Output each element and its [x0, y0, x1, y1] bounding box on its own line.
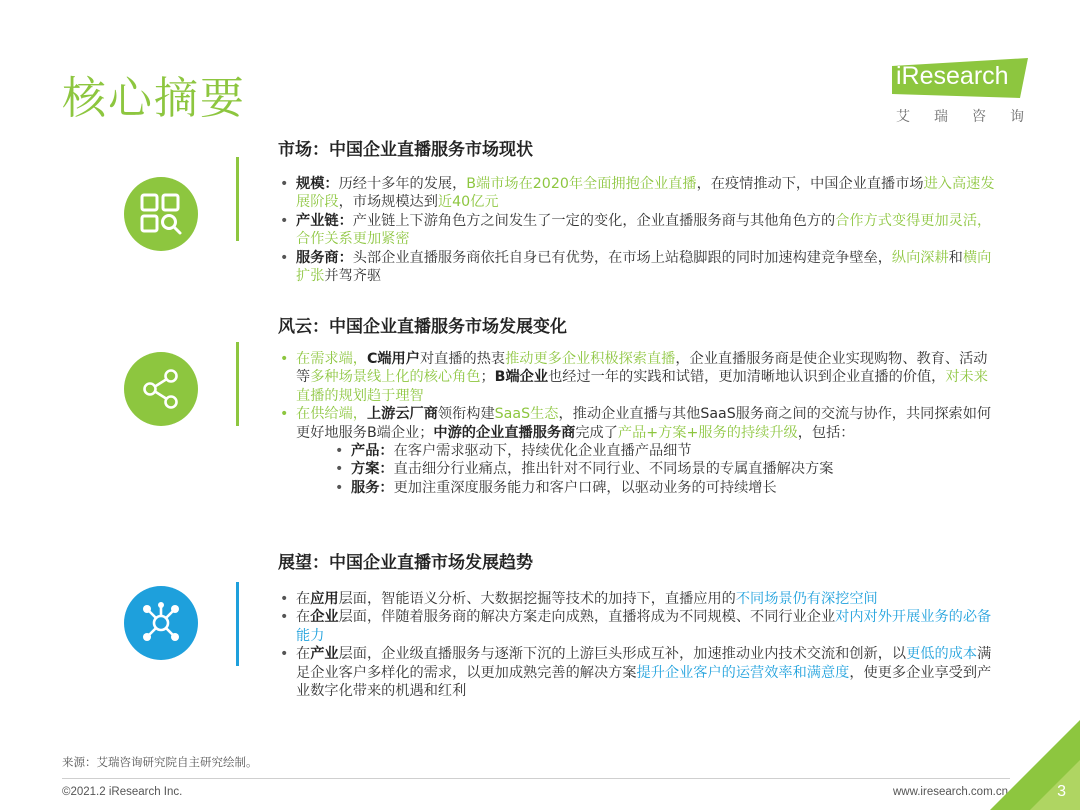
page-title: 核心摘要	[62, 73, 246, 124]
logo-cn-char: 瑞	[934, 109, 948, 125]
bullet-industry-level: • 在产业层面，企业级直播服务与逐渐下沉的上游巨头形成互补，加速推动业内技术交流和创新，以更低的成本满足企业客户多样化的需求，以更加成熟完善的解决方案提升企业客户的运营效率和满意度，使更多企业享受到产业数字化带来的机遇和红利	[278, 645, 998, 700]
copyright-text: ©2021.2 iResearch Inc.	[62, 786, 183, 798]
section-divider-bar	[236, 342, 239, 426]
bullet-supply-side: • 在供给端，上游云厂商领衔构建SaaS生态，推动企业直播与其他SaaS服务商之间的交流与协作，共同探索如何更好地服务B端企业；中游的企业直播服务商完成了产品+方案+服务的持续升级，包括：	[278, 405, 998, 442]
bullet-industry-chain: • 产业链：产业链上下游角色方之间发生了一定的变化，企业直播服务商与其他角色方的合作方式变得更加灵活，合作关系更加紧密	[278, 212, 998, 249]
source-note: 来源：艾瑞咨询研究院自主研究绘制。	[62, 755, 258, 769]
logo-cn-char: 询	[1010, 109, 1024, 125]
share-icon	[124, 352, 198, 426]
page-number: 3	[1057, 783, 1066, 800]
sub-bullet-list	[278, 442, 998, 497]
bullet-scale: • 规模：历经十多年的发展，B端市场在2020年全面拥抱企业直播，在疫情推动下，中国企业直播市场进入高速发展阶段，市场规模达到近40亿元	[278, 175, 998, 212]
section-heading-market: 市场：中国企业直播服务市场现状	[278, 140, 533, 160]
section-heading-changes: 风云：中国企业直播服务市场发展变化	[278, 317, 567, 337]
section-market-bullets	[278, 175, 998, 285]
iresearch-logo	[892, 58, 1032, 128]
section-divider-bar	[236, 157, 239, 241]
sub-bullet-solution: • 方案：直击细分行业痛点，推出针对不同行业、不同场景的专属直播解决方案	[333, 460, 998, 478]
bullet-application-level: • 在应用层面，智能语义分析、大数据挖掘等技术的加持下，直播应用的不同场景仍有深挖空间	[278, 590, 998, 608]
network-hub-icon	[124, 586, 198, 660]
footer-divider	[62, 778, 1010, 779]
logo-cn-text	[892, 106, 1028, 126]
section-outlook-bullets	[278, 590, 998, 700]
qr-search-icon	[124, 177, 198, 251]
sub-bullet-product: • 产品：在客户需求驱动下，持续优化企业直播产品细节	[333, 442, 998, 460]
bullet-demand-side: • 在需求端，C端用户对直播的热衷推动更多企业积极探索直播，企业直播服务商是使企业实现购物、教育、活动等多种场景线上化的核心角色；B端企业也经过一年的实践和试错，更加清晰地认识到企业直播的价值，对未来直播的规划趋于理智	[278, 350, 998, 405]
website-link[interactable]: www.iresearch.com.cn	[892, 786, 1008, 798]
bullet-service-provider: • 服务商：头部企业直播服务商依托自身已有优势，在市场上站稳脚跟的同时加速构建竞争壁垒，纵向深耕和横向扩张并驾齐驱	[278, 249, 998, 286]
logo-cn-char: 艾	[896, 109, 910, 125]
section-divider-bar	[236, 582, 239, 666]
logo-cn-char: 咨	[972, 109, 986, 125]
bullet-enterprise-level: • 在企业层面，伴随着服务商的解决方案走向成熟，直播将成为不同规模、不同行业企业对内对外开展业务的必备能力	[278, 608, 998, 645]
logo-brand-text: iResearch	[896, 62, 1009, 90]
corner-triangle-decoration	[990, 720, 1080, 810]
section-changes-bullets	[278, 350, 998, 497]
sub-bullet-service: • 服务：更加注重深度服务能力和客户口碑，以驱动业务的可持续增长	[333, 479, 998, 497]
section-heading-outlook: 展望：中国企业直播市场发展趋势	[278, 553, 533, 573]
